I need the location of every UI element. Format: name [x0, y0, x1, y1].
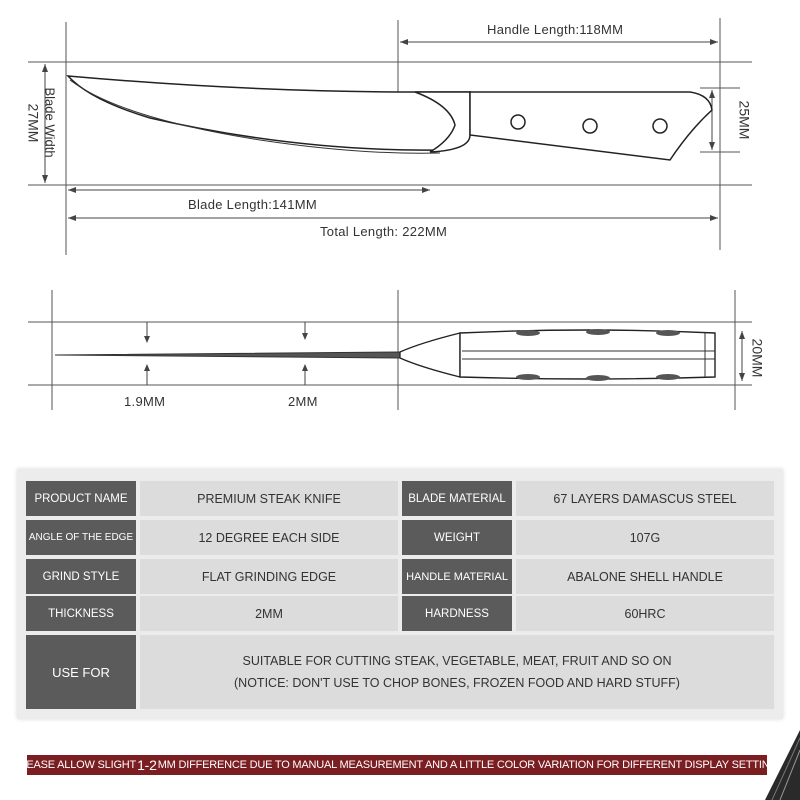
blade-width-label: Blade Width [42, 87, 58, 158]
use-for-value [140, 635, 774, 709]
weight-value: 107G [516, 520, 774, 555]
hardness-value: 60HRC [516, 596, 774, 631]
handle-thickness-label: 20MM [749, 338, 766, 378]
weight-label: WEIGHT [402, 520, 512, 555]
total-length-label: Total Length: 222MM [320, 224, 448, 239]
product-name-label: PRODUCT NAME [26, 481, 136, 516]
thickness-value: 2MM [140, 596, 398, 631]
tip-thickness-label: 1.9MM [124, 394, 166, 409]
handle-length-label: Handle Length:118MM [487, 22, 624, 37]
spine-thickness-label: 2MM [288, 394, 318, 409]
blade-material-label: BLADE MATERIAL [402, 481, 512, 516]
thickness-label: THICKNESS [26, 596, 136, 631]
blade-length-label: Blade Length:141MM [188, 197, 317, 212]
spec-table [17, 469, 783, 719]
use-for-line-2: (NOTICE: DON'T USE TO CHOP BONES, FROZEN FOOD AND HARD STUFF) [234, 676, 680, 690]
grind-style-value: FLAT GRINDING EDGE [140, 559, 398, 594]
knife-side-view-drawing [0, 0, 800, 260]
use-for-line-1: SUITABLE FOR CUTTING STEAK, VEGETABLE, MEAT, FRUIT AND SO ON [242, 654, 672, 668]
edge-angle-value: 12 DEGREE EACH SIDE [140, 520, 398, 555]
handle-material-value: ABALONE SHELL HANDLE [516, 559, 774, 594]
notice-text-after: MM DIFFERENCE DUE TO MANUAL MEASUREMENT AND A LITTLE COLOR VARIATION FOR DIFFERENT DISPLAY SETTING. [157, 759, 781, 771]
measurement-notice-banner [13, 755, 781, 775]
hardness-label: HARDNESS [402, 596, 512, 631]
knife-top-view-drawing [0, 285, 800, 415]
edge-angle-label: ANGLE OF THE EDGE [26, 520, 136, 555]
notice-range: 1-2 [137, 757, 157, 773]
handle-height-label: 25MM [736, 100, 753, 140]
grind-style-label: GRIND STYLE [26, 559, 136, 594]
product-name-value: PREMIUM STEAK KNIFE [140, 481, 398, 516]
handle-material-label: HANDLE MATERIAL [402, 559, 512, 594]
use-for-label: USE FOR [26, 635, 136, 709]
blade-width-value: 27MM [25, 103, 42, 143]
notice-text-before: PLEASE ALLOW SLIGHT [13, 759, 137, 771]
blade-material-value: 67 LAYERS DAMASCUS STEEL [516, 481, 774, 516]
corner-decoration [760, 730, 800, 800]
